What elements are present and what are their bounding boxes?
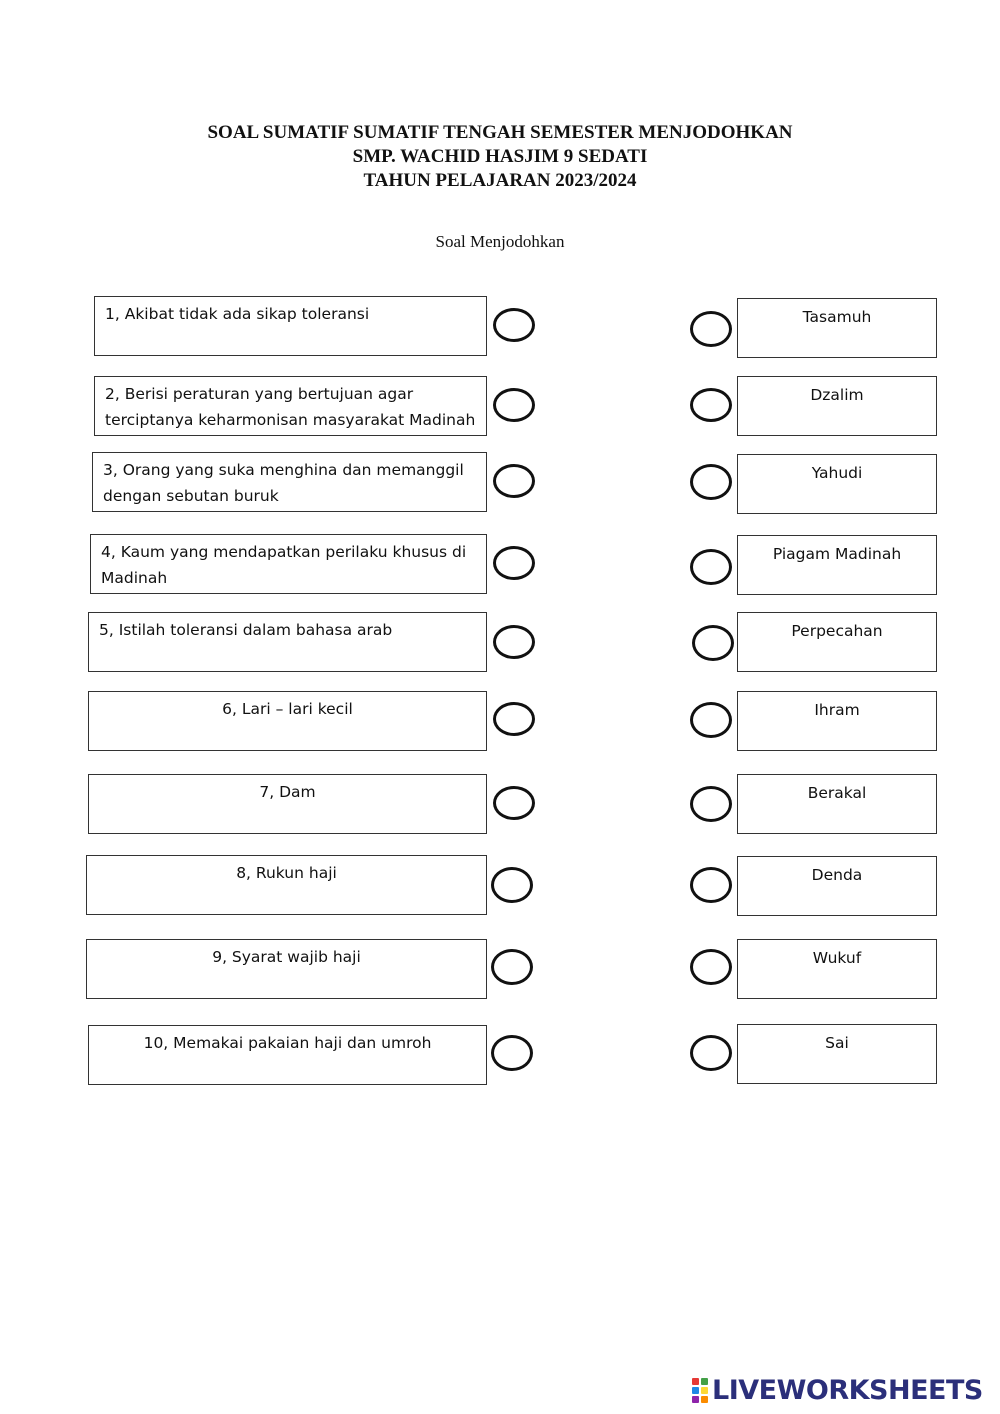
match-dot-left-3[interactable]: [493, 464, 535, 498]
answer-text: Dzalim: [810, 386, 864, 404]
answer-box-10: [737, 1024, 937, 1084]
match-dot-left-10[interactable]: [491, 1035, 533, 1071]
match-dot-left-9[interactable]: [491, 949, 533, 985]
answer-text: Sai: [825, 1034, 849, 1052]
match-dot-left-5[interactable]: [493, 625, 535, 659]
answer-box-9: [737, 939, 937, 999]
logo-square: [692, 1396, 699, 1403]
question-box-4: [90, 534, 487, 594]
answer-box-4: [737, 535, 937, 595]
question-box-7: [88, 774, 487, 834]
question-box-6: [88, 691, 487, 751]
answer-text: Ihram: [814, 701, 860, 719]
match-dot-right-3[interactable]: [690, 464, 732, 500]
header-title: SOAL SUMATIF SUMATIF TENGAH SEMESTER MENJODOHKAN: [207, 122, 793, 143]
logo-square: [692, 1378, 699, 1385]
liveworksheets-logo: [692, 1375, 983, 1405]
question-text: 10, Memakai pakaian haji dan umroh: [143, 1034, 432, 1052]
answer-text: Piagam Madinah: [772, 545, 902, 563]
answer-box-2: [737, 376, 937, 436]
match-dot-right-6[interactable]: [690, 702, 732, 738]
section-subtitle: Soal Menjodohkan: [435, 232, 565, 251]
match-dot-left-6[interactable]: [493, 702, 535, 736]
match-dot-left-1[interactable]: [493, 308, 535, 342]
match-dot-left-7[interactable]: [493, 786, 535, 820]
answer-box-5: [737, 612, 937, 672]
answer-text: Tasamuh: [802, 308, 872, 326]
match-dot-right-8[interactable]: [690, 867, 732, 903]
match-dot-right-1[interactable]: [690, 311, 732, 347]
header-school: SMP. WACHID HASJIM 9 SEDATI: [352, 146, 648, 167]
question-box-2: [94, 376, 487, 436]
question-text: 6, Lari – lari kecil: [222, 700, 353, 718]
question-box-5: [88, 612, 487, 672]
logo-square: [701, 1387, 708, 1394]
answer-text: Denda: [811, 866, 863, 884]
logo-square: [701, 1378, 708, 1385]
match-dot-left-8[interactable]: [491, 867, 533, 903]
question-text: 5, Istilah toleransi dalam bahasa arab: [99, 621, 393, 639]
question-text: 4, Kaum yang mendapatkan perilaku khusus di Madinah: [101, 543, 467, 587]
header-year: TAHUN PELAJARAN 2023/2024: [363, 170, 637, 191]
question-text: 8, Rukun haji: [236, 864, 337, 882]
answer-box-8: [737, 856, 937, 916]
answer-text: Yahudi: [811, 464, 863, 482]
worksheet-header: [0, 121, 1000, 193]
question-box-3: [92, 452, 487, 512]
match-dot-left-4[interactable]: [493, 546, 535, 580]
match-dot-left-2[interactable]: [493, 388, 535, 422]
question-box-8: [86, 855, 487, 915]
answer-text: Berakal: [807, 784, 867, 802]
question-box-10: [88, 1025, 487, 1085]
match-dot-right-5[interactable]: [692, 625, 734, 661]
question-text: 2, Berisi peraturan yang bertujuan agar terciptanya keharmonisan masyarakat Madinah: [105, 385, 476, 429]
question-text: 3, Orang yang suka menghina dan memanggil dengan sebutan buruk: [103, 461, 464, 505]
logo-square: [692, 1387, 699, 1394]
match-dot-right-2[interactable]: [690, 388, 732, 422]
match-dot-right-9[interactable]: [690, 949, 732, 985]
question-text: 9, Syarat wajib haji: [212, 948, 361, 966]
question-box-9: [86, 939, 487, 999]
logo-square: [701, 1396, 708, 1403]
answer-box-6: [737, 691, 937, 751]
brand-name: LIVEWORKSHEETS: [712, 1374, 983, 1406]
answer-box-1: [737, 298, 937, 358]
answer-box-7: [737, 774, 937, 834]
match-dot-right-10[interactable]: [690, 1035, 732, 1071]
match-dot-right-4[interactable]: [690, 549, 732, 585]
answer-box-3: [737, 454, 937, 514]
question-box-1: [94, 296, 487, 356]
answer-text: Perpecahan: [791, 622, 883, 640]
match-dot-right-7[interactable]: [690, 786, 732, 822]
answer-text: Wukuf: [812, 949, 862, 967]
question-text: 7, Dam: [259, 783, 316, 801]
liveworksheets-logo-icon: [692, 1378, 708, 1403]
question-text: 1, Akibat tidak ada sikap toleransi: [105, 305, 370, 323]
